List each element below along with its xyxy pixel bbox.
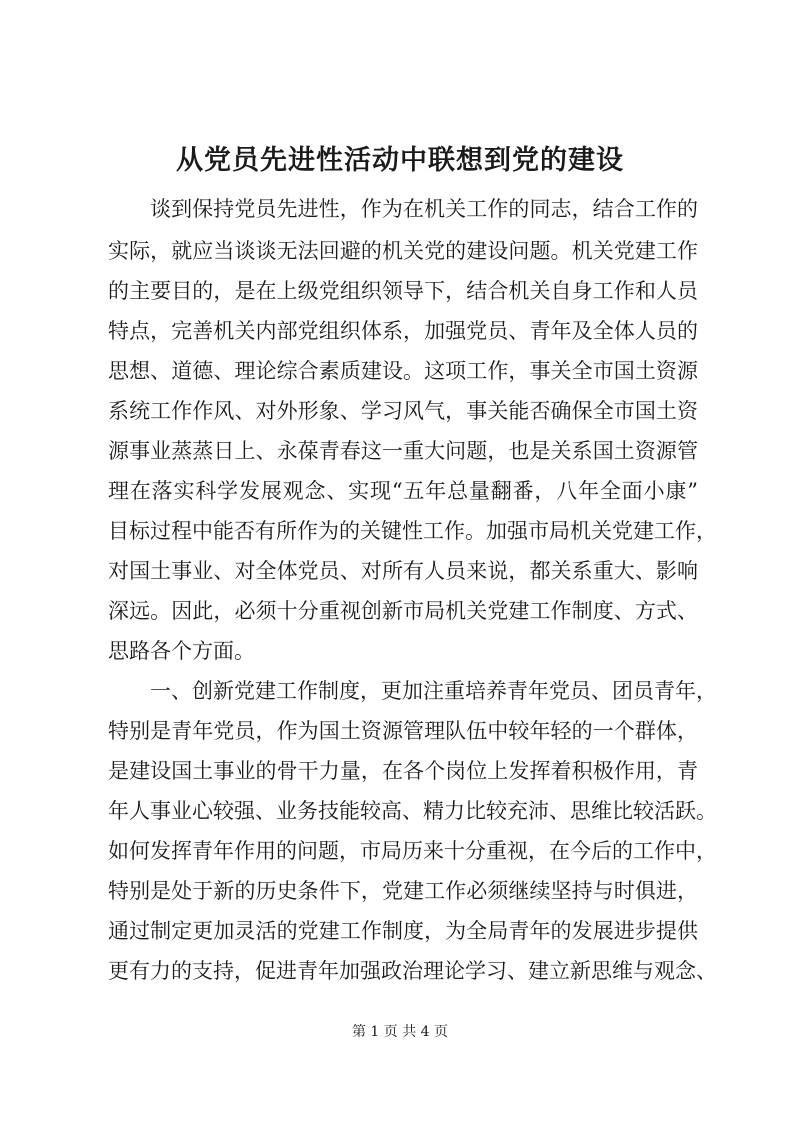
- paragraph-line: 如何发挥青年作用的问题，市局历来十分重视，在今后的工作中，: [108, 839, 717, 863]
- paragraph-line: 系统工作作风、对外形象、学习风气，事关能否确保全市国土资: [108, 399, 698, 423]
- paragraph-line: 特点，完善机关内部党组织体系，加强党员、青年及全体人员的: [108, 319, 698, 343]
- paragraph-line: 思路各个方面。: [108, 639, 255, 663]
- paragraph-line: 理在落实科学发展观念、实现“五年总量翻番，八年全面小康”: [108, 479, 698, 503]
- paragraph-line: 思想、道德、理论综合素质建设。这项工作，事关全市国土资源: [108, 359, 698, 383]
- paragraph-line: 通过制定更加灵活的党建工作制度，为全局青年的发展进步提供: [108, 919, 698, 943]
- paragraph-line: 是建设国土事业的骨干力量，在各个岗位上发挥着积极作用，青: [108, 759, 698, 783]
- paragraph-line: 的主要目的，是在上级党组织领导下，结合机关自身工作和人员: [108, 279, 698, 303]
- paragraph-line: 一、创新党建工作制度，更加注重培养青年党员、团员青年，: [150, 679, 717, 703]
- paragraph-line: 年人事业心较强、业务技能较高、精力比较充沛、思维比较活跃。: [108, 799, 717, 823]
- paragraph-line: 源事业蒸蒸日上、永葆青春这一重大问题，也是关系国土资源管: [108, 439, 698, 463]
- paragraph-line: 特别是处于新的历史条件下，党建工作必须继续坚持与时俱进，: [108, 879, 698, 903]
- paragraph-line: 目标过程中能否有所作为的关键性工作。加强市局机关党建工作，: [108, 519, 717, 543]
- paragraph-line: 对国土事业、对全体党员、对所有人员来说，都关系重大、影响: [108, 559, 698, 583]
- paragraph-line: 更有力的支持，促进青年加强政治理论学习、建立新思维与观念、: [108, 959, 717, 983]
- page-footer: 第 1 页 共 4 页: [351, 1024, 449, 1040]
- paragraph-line: 谈到保持党员先进性，作为在机关工作的同志，结合工作的: [150, 197, 698, 221]
- paragraph-line: 特别是青年党员，作为国土资源管理队伍中较年轻的一个群体，: [108, 719, 698, 743]
- paragraph-line: 深远。因此，必须十分重视创新市局机关党建工作制度、方式、: [108, 599, 698, 623]
- document-title: 从党员先进性活动中联想到党的建设: [176, 145, 624, 176]
- paragraph-line: 实际，就应当谈谈无法回避的机关党的建设问题。机关党建工作: [108, 239, 698, 263]
